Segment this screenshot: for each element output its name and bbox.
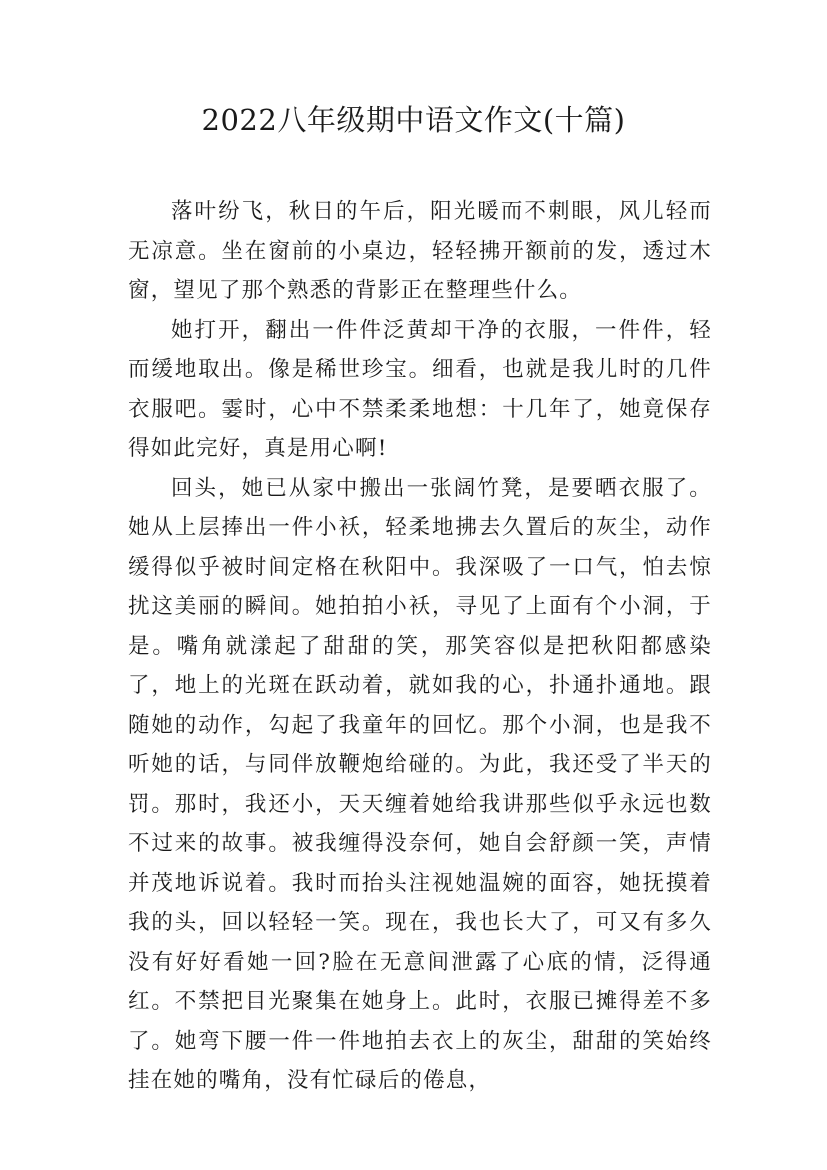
paragraph: 落叶纷飞，秋日的午后，阳光暖而不刺眼，风儿轻而无凉意。坐在窗前的小桌边，轻轻拂开额前的发，透过木窗，望见了那个熟悉的背影正在整理些什么。 bbox=[128, 199, 712, 303]
document-body bbox=[128, 192, 712, 1101]
document-title: 2022八年级期中语文作文(十篇) bbox=[201, 103, 626, 137]
paragraph: 她打开，翻出一件件泛黄却干净的衣服，一件件，轻而缓地取出。像是稀世珍宝。细看，也就是我儿时的几件衣服吧。霎时，心中不禁柔柔地想：十几年了，她竟保存得如此完好，真是用心啊! bbox=[128, 317, 712, 461]
paragraph: 回头，她已从家中搬出一张阔竹凳，是要晒衣服了。她从上层捧出一件小袄，轻柔地拂去久置后的灰尘，动作缓得似乎被时间定格在秋阳中。我深吸了一口气，怕去惊扰这美丽的瞬间。她拍拍小袄，寻见了上面有个小洞，于是。嘴角就漾起了甜甜的笑，那笑容似是把秋阳都感染了，地上的光斑在跃动着，就如我的心，扑通扑通地。跟随她的动作，勾起了我童年的回忆。那个小洞，也是我不听她的话，与同伴放鞭炮给碰的。为此，我还受了半天的罚。那时，我还小，天天缠着她给我讲那些似乎永远也数不过来的故事。被我缠得没奈何，她自会舒颜一笑，声情并茂地诉说着。我时而抬头注视她温婉的面容，她抚摸着我的头，回以轻轻一笑。现在，我也长大了，可又有多久没有好好看她一回?脸在无意间泄露了心底的情，泛得通红。不禁把目光聚集在她身上。此时，衣服已摊得差不多了。她弯下腰一件一件地拍去衣上的灰尘，甜甜的笑始终挂在她的嘴角，没有忙碌后的倦息， bbox=[128, 475, 712, 1093]
